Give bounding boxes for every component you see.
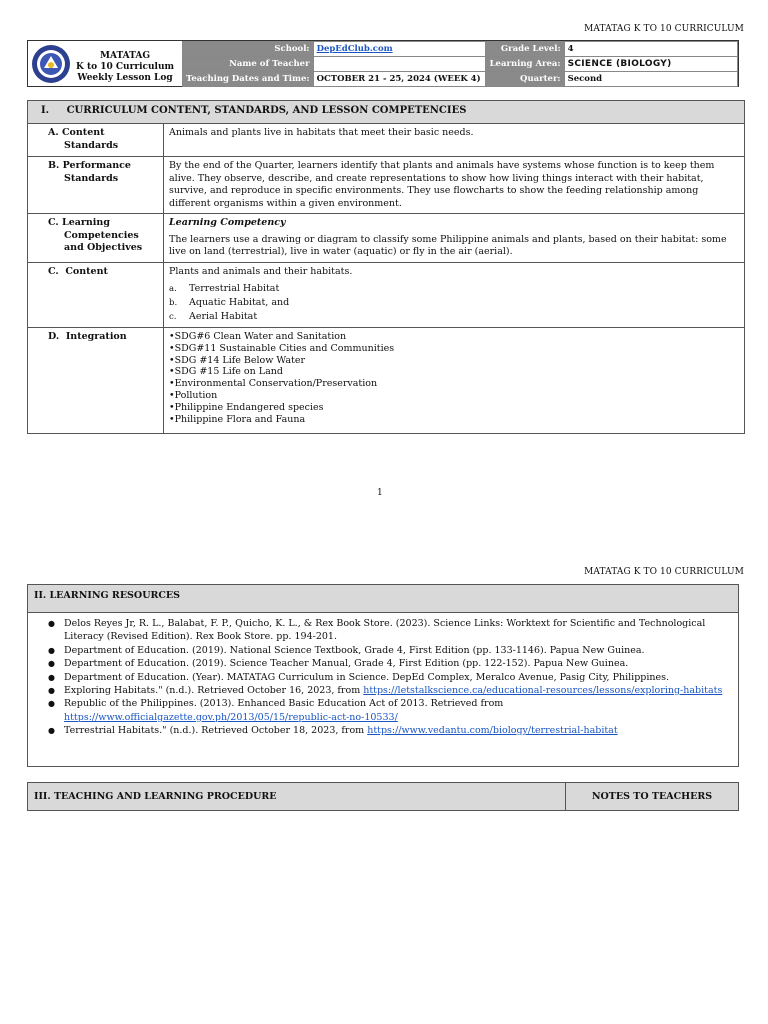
label-word: Content [62,127,105,138]
habitat-list [169,282,739,324]
reference-link[interactable]: https://www.vedantu.com/biology/terrestrial-habitat [367,725,618,737]
grade-value: 4 [564,42,737,57]
list-item: • SDG #15 Life on Land [169,366,739,378]
reference-list [28,617,738,738]
deped-seal-icon [31,44,71,84]
list-item [169,282,739,296]
content-standards-text: Animals and plants live in habitats that meet their basic needs. [164,124,745,157]
curriculum-header-page-2: MATATAG K TO 10 CURRICULUM [584,567,744,577]
grade-label: Grade Level: [485,42,564,57]
learning-competencies-label [28,214,164,263]
school-value [313,42,485,57]
learning-resources-title: II. LEARNING RESOURCES [28,585,738,613]
content-label [28,262,164,328]
reference-item: ● Delos Reyes Jr, R. L., Balabat, F. P., Quicho, K. L., & Rex Book Store. (2023). Science Links: Worktext for Scientific and Technological Literacy (Revised Edition). Rex Book Store. pp. 194-201. [48,617,738,644]
reference-item: ● Department of Education. (Year). MATATAG Curriculum in Science. DepEd Complex, Meralco Avenue, Pasig City, Philippines. [48,671,738,684]
reference-text: Exploring Habitats." (n.d.). Retrieved October 16, 2023, from [64,685,364,697]
area-value: SCIENCE (BIOLOGY) [564,57,737,72]
list-item [169,310,739,324]
label-letter: C. [48,265,59,277]
section-1-heading: CURRICULUM CONTENT, STANDARDS, AND LESSON COMPETENCIES [66,105,467,116]
list-item: • Pollution [169,390,739,402]
list-item: • Philippine Endangered species [169,402,739,414]
school-label: School: [183,42,314,57]
row-integration [28,328,745,434]
label-word: Content [65,265,108,277]
logo-line-3: Weekly Lesson Log [77,73,173,83]
list-item: • SDG#11 Sustainable Cities and Communities [169,343,739,355]
logo-line-1: MATATAG [99,51,151,61]
content-standards-label [28,124,164,157]
list-marker: b. [169,298,178,308]
reference-item [48,724,738,737]
list-text: Aquatic Habitat, and [189,297,290,308]
label-letter: D. [48,331,60,342]
learning-competency-heading: Learning Competency [169,217,286,228]
teacher-label: Name of Teacher [183,57,314,72]
label-word: Performance [62,160,131,171]
reference-item: ● Department of Education. (2019). National Science Textbook, Grade 4, First Edition (pp. 133-1146). Papua New Guinea. [48,644,738,657]
integration-label [28,328,164,434]
list-item: • SDG#6 Clean Water and Sanitation [169,331,739,343]
curriculum-header: MATATAG K TO 10 CURRICULUM [584,24,744,34]
list-text: Aerial Habitat [189,311,258,322]
notes-to-teachers-title: NOTES TO TEACHERS [566,783,739,811]
list-item: • Environmental Conservation/Preservation [169,378,739,390]
reference-item: ● Department of Education. (2019). Science Teacher Manual, Grade 4, First Edition (pp. 122-152). Papua New Guinea. [48,657,738,670]
list-marker: c. [169,312,177,322]
row-content [28,262,745,328]
learning-competency-text: The learners use a drawing or diagram to classify some Philippine animals and plants, based on their habitat: some live on land (terrestrial), live in water (aquatic) or fly in the air (aerial). [169,233,727,257]
section-1-number: I. [41,105,50,116]
label-word: Standards [64,172,119,184]
section-1-title [28,101,745,124]
teacher-value [313,57,485,72]
page-number: 1 [377,488,383,498]
label-word: and Objectives [64,242,143,253]
area-label: Learning Area: [485,57,564,72]
dates-value: OCTOBER 21 - 25, 2024 (WEEK 4) [313,72,485,87]
reference-item [48,684,738,697]
teaching-procedure-table [27,782,739,811]
list-marker: a. [169,284,177,294]
quarter-label: Quarter: [485,72,564,87]
list-text: Terrestrial Habitat [189,283,280,294]
learning-resources-section [27,584,739,767]
header-table [182,41,738,87]
list-item [169,296,739,310]
reference-text: Republic of the Philippines. (2013). Enhanced Basic Education Act of 2013. Retrieved from [64,698,504,710]
content-text: Plants and animals and their habitats. [169,265,353,277]
logo-text [70,51,180,84]
learning-competencies-cell [164,214,745,263]
logo-cell [28,41,183,86]
label-word: Competencies [64,229,139,241]
reference-item [48,697,738,724]
row-learning-competencies [28,214,745,263]
reference-link[interactable]: https://letstalkscience.ca/educational-resources/lessons/exploring-habitats [363,685,723,697]
row-performance-standards [28,157,745,214]
label-word: Integration [65,331,127,342]
logo-line-2: K to 10 Curriculum [75,62,175,72]
performance-standards-label [28,157,164,214]
label-letter: A. [48,127,59,138]
school-link[interactable]: DepEdClub.com [316,43,393,54]
label-letter: C. [48,217,59,228]
integration-cell [164,328,745,434]
quarter-value: Second [564,72,737,87]
list-item: • Philippine Flora and Fauna [169,414,739,426]
list-item: • SDG #14 Life Below Water [169,355,739,367]
performance-standards-text: By the end of the Quarter, learners identify that plants and animals have systems whose function is to keep them alive. They observe, describe, and create representations to show how living things interact with their habitat, survive, and reproduce in specific environments. They use flowcharts to show the feeding relationship among different organisms within a given environment. [164,157,745,214]
reference-text: Terrestrial Habitats." (n.d.). Retrieved October 18, 2023, from [64,725,368,737]
label-letter: B. [48,160,60,171]
label-word: Standards [64,139,119,151]
label-word: Learning [62,217,110,228]
integration-list [169,331,739,425]
teaching-procedure-title: III. TEACHING AND LEARNING PROCEDURE [28,783,566,811]
reference-link[interactable]: https://www.officialgazette.gov.ph/2013/05/15/republic-act-no-10533/ [64,711,398,723]
content-cell [164,262,745,328]
dates-label: Teaching Dates and Time: [183,72,314,87]
lesson-log-header [27,40,739,87]
row-content-standards [28,124,745,157]
section-1-table [27,100,745,434]
